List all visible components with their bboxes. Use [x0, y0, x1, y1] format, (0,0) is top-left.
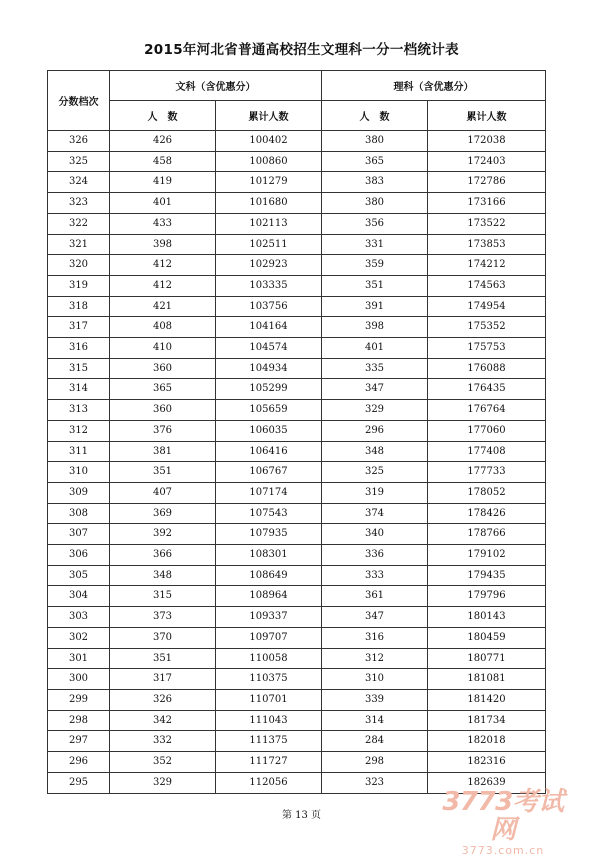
science-count-cell: 310	[322, 669, 428, 690]
science-cumulative-cell: 175352	[428, 317, 546, 338]
score-cell: 297	[48, 731, 110, 752]
liberal-arts-cumulative-cell: 108301	[216, 545, 322, 566]
science-count-cell: 340	[322, 524, 428, 545]
liberal-arts-count-cell: 421	[110, 296, 216, 317]
table-row	[48, 482, 546, 503]
score-cell: 302	[48, 627, 110, 648]
score-cell: 323	[48, 193, 110, 214]
table-row	[48, 503, 546, 524]
liberal-arts-count-cell: 373	[110, 607, 216, 628]
science-count-cell: 319	[322, 482, 428, 503]
header-science-cumulative: 累计人数	[428, 101, 546, 131]
liberal-arts-count-cell: 317	[110, 669, 216, 690]
liberal-arts-cumulative-cell: 109707	[216, 627, 322, 648]
table-row	[48, 275, 546, 296]
table-row	[48, 607, 546, 628]
score-cell: 303	[48, 607, 110, 628]
liberal-arts-cumulative-cell: 100860	[216, 151, 322, 172]
liberal-arts-cumulative-cell: 107543	[216, 503, 322, 524]
table-row	[48, 462, 546, 483]
table-row	[48, 213, 546, 234]
liberal-arts-cumulative-cell: 102511	[216, 234, 322, 255]
liberal-arts-cumulative-cell: 111727	[216, 752, 322, 773]
liberal-arts-count-cell: 458	[110, 151, 216, 172]
science-cumulative-cell: 173853	[428, 234, 546, 255]
liberal-arts-cumulative-cell: 107174	[216, 482, 322, 503]
science-cumulative-cell: 182018	[428, 731, 546, 752]
liberal-arts-cumulative-cell: 109337	[216, 607, 322, 628]
science-count-cell: 284	[322, 731, 428, 752]
science-cumulative-cell: 173166	[428, 193, 546, 214]
table-row	[48, 131, 546, 152]
liberal-arts-count-cell: 407	[110, 482, 216, 503]
science-count-cell: 398	[322, 317, 428, 338]
score-cell: 310	[48, 462, 110, 483]
page-title: 2015年河北省普通高校招生文理科一分一档统计表	[144, 42, 459, 58]
liberal-arts-cumulative-cell: 110058	[216, 648, 322, 669]
science-cumulative-cell: 180771	[428, 648, 546, 669]
liberal-arts-cumulative-cell: 103756	[216, 296, 322, 317]
liberal-arts-count-cell: 410	[110, 338, 216, 359]
liberal-arts-count-cell: 376	[110, 420, 216, 441]
score-cell: 306	[48, 545, 110, 566]
page-number: 第 13 页	[281, 810, 322, 821]
table-row	[48, 441, 546, 462]
liberal-arts-count-cell: 360	[110, 358, 216, 379]
science-cumulative-cell: 179796	[428, 586, 546, 607]
liberal-arts-cumulative-cell: 107935	[216, 524, 322, 545]
score-cell: 296	[48, 752, 110, 773]
liberal-arts-cumulative-cell: 104164	[216, 317, 322, 338]
science-count-cell: 401	[322, 338, 428, 359]
science-count-cell: 335	[322, 358, 428, 379]
table-row	[48, 338, 546, 359]
science-cumulative-cell: 174563	[428, 275, 546, 296]
liberal-arts-count-cell: 365	[110, 379, 216, 400]
score-distribution-table	[47, 70, 546, 794]
table-row	[48, 648, 546, 669]
score-cell: 313	[48, 400, 110, 421]
score-cell: 320	[48, 255, 110, 276]
science-count-cell: 329	[322, 400, 428, 421]
science-count-cell: 365	[322, 151, 428, 172]
score-cell: 318	[48, 296, 110, 317]
header-science-count: 人 数	[322, 101, 428, 131]
score-cell: 321	[48, 234, 110, 255]
science-cumulative-cell: 178766	[428, 524, 546, 545]
liberal-arts-count-cell: 408	[110, 317, 216, 338]
liberal-arts-count-cell: 398	[110, 234, 216, 255]
liberal-arts-cumulative-cell: 104934	[216, 358, 322, 379]
liberal-arts-cumulative-cell: 108964	[216, 586, 322, 607]
science-count-cell: 383	[322, 172, 428, 193]
science-cumulative-cell: 174954	[428, 296, 546, 317]
table-row	[48, 731, 546, 752]
table-row	[48, 669, 546, 690]
score-cell: 301	[48, 648, 110, 669]
score-cell: 322	[48, 213, 110, 234]
science-cumulative-cell: 181420	[428, 689, 546, 710]
table-row	[48, 172, 546, 193]
liberal-arts-cumulative-cell: 103335	[216, 275, 322, 296]
watermark-url-text: 3773.com.cn	[461, 844, 545, 857]
table-row	[48, 255, 546, 276]
liberal-arts-cumulative-cell: 106035	[216, 420, 322, 441]
science-cumulative-cell: 174212	[428, 255, 546, 276]
liberal-arts-cumulative-cell: 110701	[216, 689, 322, 710]
science-cumulative-cell: 180459	[428, 627, 546, 648]
score-cell: 307	[48, 524, 110, 545]
liberal-arts-cumulative-cell: 104574	[216, 338, 322, 359]
table-row	[48, 627, 546, 648]
science-cumulative-cell: 180143	[428, 607, 546, 628]
liberal-arts-cumulative-cell: 101680	[216, 193, 322, 214]
science-count-cell: 359	[322, 255, 428, 276]
liberal-arts-count-cell: 352	[110, 752, 216, 773]
science-count-cell: 325	[322, 462, 428, 483]
science-cumulative-cell: 182639	[428, 772, 546, 793]
science-count-cell: 333	[322, 565, 428, 586]
liberal-arts-count-cell: 366	[110, 545, 216, 566]
science-count-cell: 336	[322, 545, 428, 566]
science-count-cell: 380	[322, 131, 428, 152]
score-cell: 326	[48, 131, 110, 152]
liberal-arts-count-cell: 351	[110, 462, 216, 483]
table-row	[48, 545, 546, 566]
science-count-cell: 374	[322, 503, 428, 524]
science-cumulative-cell: 175753	[428, 338, 546, 359]
liberal-arts-count-cell: 315	[110, 586, 216, 607]
liberal-arts-cumulative-cell: 100402	[216, 131, 322, 152]
liberal-arts-cumulative-cell: 112056	[216, 772, 322, 793]
watermark-main-text: 3773考试网	[442, 787, 564, 845]
score-cell: 300	[48, 669, 110, 690]
liberal-arts-count-cell: 419	[110, 172, 216, 193]
liberal-arts-count-cell: 326	[110, 689, 216, 710]
table-body	[48, 131, 546, 794]
science-count-cell: 339	[322, 689, 428, 710]
science-cumulative-cell: 176764	[428, 400, 546, 421]
liberal-arts-cumulative-cell: 101279	[216, 172, 322, 193]
score-cell: 309	[48, 482, 110, 503]
science-cumulative-cell: 173522	[428, 213, 546, 234]
score-cell: 299	[48, 689, 110, 710]
liberal-arts-cumulative-cell: 102923	[216, 255, 322, 276]
table-row	[48, 524, 546, 545]
header-liberal-arts: 文科（含优惠分）	[110, 71, 322, 101]
liberal-arts-cumulative-cell: 105299	[216, 379, 322, 400]
table-row	[48, 400, 546, 421]
table-row	[48, 710, 546, 731]
science-count-cell: 331	[322, 234, 428, 255]
science-count-cell: 312	[322, 648, 428, 669]
science-cumulative-cell: 179435	[428, 565, 546, 586]
table-row	[48, 689, 546, 710]
science-cumulative-cell: 181734	[428, 710, 546, 731]
liberal-arts-cumulative-cell: 110375	[216, 669, 322, 690]
table-row	[48, 358, 546, 379]
science-cumulative-cell: 172403	[428, 151, 546, 172]
liberal-arts-count-cell: 360	[110, 400, 216, 421]
liberal-arts-cumulative-cell: 111375	[216, 731, 322, 752]
score-cell: 315	[48, 358, 110, 379]
science-cumulative-cell: 176088	[428, 358, 546, 379]
liberal-arts-count-cell: 426	[110, 131, 216, 152]
liberal-arts-count-cell: 369	[110, 503, 216, 524]
science-count-cell: 347	[322, 607, 428, 628]
table-row	[48, 565, 546, 586]
science-count-cell: 380	[322, 193, 428, 214]
science-count-cell: 323	[322, 772, 428, 793]
science-cumulative-cell: 178426	[428, 503, 546, 524]
science-cumulative-cell: 177060	[428, 420, 546, 441]
liberal-arts-count-cell: 342	[110, 710, 216, 731]
liberal-arts-cumulative-cell: 111043	[216, 710, 322, 731]
score-cell: 295	[48, 772, 110, 793]
table-row	[48, 317, 546, 338]
science-count-cell: 314	[322, 710, 428, 731]
science-count-cell: 351	[322, 275, 428, 296]
score-cell: 305	[48, 565, 110, 586]
liberal-arts-cumulative-cell: 108649	[216, 565, 322, 586]
science-cumulative-cell: 179102	[428, 545, 546, 566]
score-cell: 304	[48, 586, 110, 607]
score-cell: 319	[48, 275, 110, 296]
score-cell: 308	[48, 503, 110, 524]
science-count-cell: 347	[322, 379, 428, 400]
liberal-arts-count-cell: 351	[110, 648, 216, 669]
science-cumulative-cell: 172786	[428, 172, 546, 193]
science-count-cell: 391	[322, 296, 428, 317]
table-row	[48, 420, 546, 441]
liberal-arts-cumulative-cell: 106416	[216, 441, 322, 462]
liberal-arts-cumulative-cell: 105659	[216, 400, 322, 421]
science-cumulative-cell: 177733	[428, 462, 546, 483]
liberal-arts-count-cell: 348	[110, 565, 216, 586]
science-count-cell: 296	[322, 420, 428, 441]
table-row	[48, 379, 546, 400]
science-count-cell: 348	[322, 441, 428, 462]
header-score-level: 分数档次	[48, 71, 110, 131]
liberal-arts-count-cell: 401	[110, 193, 216, 214]
science-count-cell: 298	[322, 752, 428, 773]
table-row	[48, 151, 546, 172]
table-row	[48, 193, 546, 214]
liberal-arts-count-cell: 412	[110, 255, 216, 276]
liberal-arts-count-cell: 433	[110, 213, 216, 234]
science-cumulative-cell: 176435	[428, 379, 546, 400]
liberal-arts-count-cell: 370	[110, 627, 216, 648]
science-cumulative-cell: 182316	[428, 752, 546, 773]
score-cell: 314	[48, 379, 110, 400]
liberal-arts-count-cell: 332	[110, 731, 216, 752]
science-cumulative-cell: 181081	[428, 669, 546, 690]
score-cell: 325	[48, 151, 110, 172]
science-cumulative-cell: 178052	[428, 482, 546, 503]
table-row	[48, 296, 546, 317]
liberal-arts-count-cell: 381	[110, 441, 216, 462]
science-cumulative-cell: 177408	[428, 441, 546, 462]
table-row	[48, 234, 546, 255]
score-cell: 312	[48, 420, 110, 441]
liberal-arts-count-cell: 412	[110, 275, 216, 296]
site-watermark-logo	[433, 788, 573, 858]
header-liberal-arts-cumulative: 累计人数	[216, 101, 322, 131]
score-cell: 324	[48, 172, 110, 193]
score-cell: 311	[48, 441, 110, 462]
science-count-cell: 356	[322, 213, 428, 234]
score-cell: 317	[48, 317, 110, 338]
liberal-arts-cumulative-cell: 102113	[216, 213, 322, 234]
table-row	[48, 752, 546, 773]
score-cell: 316	[48, 338, 110, 359]
header-liberal-arts-count: 人 数	[110, 101, 216, 131]
score-cell: 298	[48, 710, 110, 731]
header-science: 理科（含优惠分）	[322, 71, 546, 101]
liberal-arts-cumulative-cell: 106767	[216, 462, 322, 483]
science-count-cell: 361	[322, 586, 428, 607]
science-cumulative-cell: 172038	[428, 131, 546, 152]
liberal-arts-count-cell: 392	[110, 524, 216, 545]
liberal-arts-count-cell: 329	[110, 772, 216, 793]
science-count-cell: 316	[322, 627, 428, 648]
table-row	[48, 586, 546, 607]
